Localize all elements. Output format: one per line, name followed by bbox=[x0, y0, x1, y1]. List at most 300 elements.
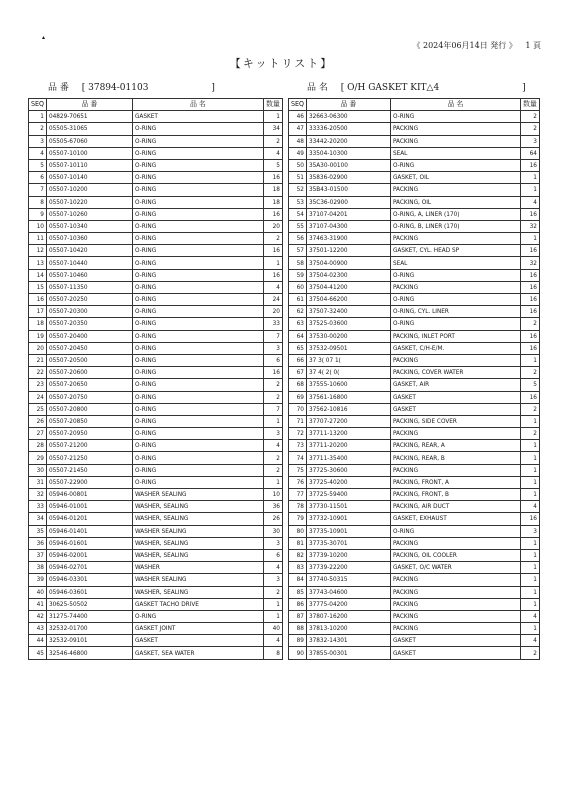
part-number-close: ] bbox=[211, 83, 215, 93]
table-row bbox=[29, 147, 283, 159]
seq-cell: 13 bbox=[29, 257, 47, 269]
name-cell: GASKET, O/C WATER bbox=[390, 562, 520, 574]
name-cell: O-RING bbox=[132, 379, 263, 391]
qty-cell: 16 bbox=[263, 367, 282, 379]
part-no-cell: 05507-20500 bbox=[46, 354, 132, 366]
seq-cell: 12 bbox=[29, 245, 47, 257]
name-cell: O-RING bbox=[132, 610, 263, 622]
table-row bbox=[289, 196, 540, 208]
qty-cell: 1 bbox=[520, 172, 539, 184]
seq-cell: 90 bbox=[289, 647, 307, 659]
part-no-cell: 05507-20850 bbox=[46, 415, 132, 427]
seq-cell: 70 bbox=[289, 403, 307, 415]
qty-cell: 1 bbox=[520, 549, 539, 561]
seq-cell: 9 bbox=[29, 208, 47, 220]
part-no-cell: 05946-02701 bbox=[46, 562, 132, 574]
qty-cell: 4 bbox=[263, 147, 282, 159]
part-no-cell: 37832-14301 bbox=[306, 635, 390, 647]
name-cell: PACKING bbox=[390, 610, 520, 622]
qty-cell: 16 bbox=[520, 513, 539, 525]
qty-cell: 1 bbox=[520, 354, 539, 366]
name-cell: PACKING, REAR, B bbox=[390, 452, 520, 464]
seq-cell: 7 bbox=[29, 184, 47, 196]
part-no-cell: 37707-27200 bbox=[306, 415, 390, 427]
qty-cell: 20 bbox=[263, 306, 282, 318]
name-cell: GASKET TACHO DRIVE bbox=[132, 598, 263, 610]
seq-cell: 46 bbox=[289, 111, 307, 123]
part-no-cell: 33504-10300 bbox=[306, 147, 390, 159]
part-no-cell: 37739-10200 bbox=[306, 549, 390, 561]
seq-cell: 64 bbox=[289, 330, 307, 342]
seq-cell: 18 bbox=[29, 318, 47, 330]
part-no-cell: 05507-20350 bbox=[46, 318, 132, 330]
seq-cell: 3 bbox=[29, 135, 47, 147]
seq-cell: 41 bbox=[29, 598, 47, 610]
issue-date: 《 2024年06月14日 発行 》 bbox=[412, 41, 517, 50]
part-no-header: 品 番 bbox=[306, 99, 390, 111]
seq-cell: 56 bbox=[289, 233, 307, 245]
part-no-cell: 05507-20800 bbox=[46, 403, 132, 415]
qty-cell: 16 bbox=[520, 245, 539, 257]
part-no-cell: 37530-00200 bbox=[306, 330, 390, 342]
seq-cell: 52 bbox=[289, 184, 307, 196]
name-cell: O-RING bbox=[132, 318, 263, 330]
part-no-cell: 05505-31065 bbox=[46, 123, 132, 135]
qty-cell: 1 bbox=[520, 415, 539, 427]
qty-header: 数量 bbox=[520, 99, 539, 111]
qty-cell: 3 bbox=[520, 525, 539, 537]
table-row bbox=[29, 489, 283, 501]
part-no-cell: 05507-10200 bbox=[46, 184, 132, 196]
part-no-cell: 37813-10200 bbox=[306, 623, 390, 635]
name-cell: O-RING bbox=[132, 184, 263, 196]
part-no-cell: 05946-03301 bbox=[46, 574, 132, 586]
seq-cell: 68 bbox=[289, 379, 307, 391]
seq-cell: 58 bbox=[289, 257, 307, 269]
name-cell: PACKING bbox=[390, 574, 520, 586]
part-no-cell: 05946-00801 bbox=[46, 489, 132, 501]
part-no-cell: 05946-02001 bbox=[46, 549, 132, 561]
qty-cell: 2 bbox=[263, 391, 282, 403]
qty-cell: 3 bbox=[263, 574, 282, 586]
name-cell: WASHER bbox=[132, 562, 263, 574]
part-no-cell: 37561-16800 bbox=[306, 391, 390, 403]
name-cell: O-RING bbox=[132, 147, 263, 159]
qty-cell: 30 bbox=[263, 525, 282, 537]
seq-cell: 21 bbox=[29, 354, 47, 366]
seq-cell: 20 bbox=[29, 342, 47, 354]
name-cell: PACKING bbox=[390, 233, 520, 245]
table-row bbox=[29, 294, 283, 306]
seq-cell: 28 bbox=[29, 440, 47, 452]
seq-cell: 35 bbox=[29, 525, 47, 537]
name-cell: PACKING bbox=[390, 428, 520, 440]
seq-cell: 78 bbox=[289, 501, 307, 513]
table-row bbox=[289, 330, 540, 342]
part-no-cell: 32663-06300 bbox=[306, 111, 390, 123]
name-cell: PACKING bbox=[390, 354, 520, 366]
seq-cell: 72 bbox=[289, 428, 307, 440]
table-row bbox=[29, 220, 283, 232]
qty-cell: 4 bbox=[520, 610, 539, 622]
qty-cell: 1 bbox=[520, 489, 539, 501]
corner-mark: ▴ bbox=[42, 34, 46, 41]
part-no-cell: 04829-70651 bbox=[46, 111, 132, 123]
part-no-cell: 37735-30701 bbox=[306, 537, 390, 549]
name-cell: GASKET, CYL. HEAD SP bbox=[390, 245, 520, 257]
name-cell: GASKET bbox=[390, 403, 520, 415]
part-no-cell: 35C36-02900 bbox=[306, 196, 390, 208]
qty-cell: 2 bbox=[263, 586, 282, 598]
seq-cell: 57 bbox=[289, 245, 307, 257]
qty-cell: 2 bbox=[520, 367, 539, 379]
table-row bbox=[289, 586, 540, 598]
table-row bbox=[29, 306, 283, 318]
seq-cell: 89 bbox=[289, 635, 307, 647]
part-no-cell: 37725-40200 bbox=[306, 476, 390, 488]
qty-cell: 64 bbox=[520, 147, 539, 159]
seq-cell: 73 bbox=[289, 440, 307, 452]
table-row bbox=[29, 159, 283, 171]
page-title: 【キットリスト】 bbox=[229, 57, 334, 70]
qty-cell: 3 bbox=[520, 135, 539, 147]
table-row bbox=[289, 354, 540, 366]
seq-cell: 31 bbox=[29, 476, 47, 488]
part-no-cell: 05946-03601 bbox=[46, 586, 132, 598]
part-name-label: 品 名 bbox=[307, 83, 328, 93]
part-no-cell: 05946-01601 bbox=[46, 537, 132, 549]
qty-cell: 4 bbox=[520, 501, 539, 513]
seq-cell: 45 bbox=[29, 647, 47, 659]
part-no-cell: 05507-20450 bbox=[46, 342, 132, 354]
seq-cell: 66 bbox=[289, 354, 307, 366]
part-no-cell: 35B43-01500 bbox=[306, 184, 390, 196]
name-cell: O-RING bbox=[390, 269, 520, 281]
qty-cell: 18 bbox=[263, 184, 282, 196]
qty-cell: 2 bbox=[263, 452, 282, 464]
name-cell: GASKET, OIL bbox=[390, 172, 520, 184]
name-cell: WASHER SEALING bbox=[132, 525, 263, 537]
name-cell: GASKET bbox=[132, 635, 263, 647]
name-cell: O-RING bbox=[132, 196, 263, 208]
table-row bbox=[289, 549, 540, 561]
table-row bbox=[29, 233, 283, 245]
table-row bbox=[289, 306, 540, 318]
qty-cell: 1 bbox=[520, 233, 539, 245]
part-no-cell: 37555-10600 bbox=[306, 379, 390, 391]
table-row bbox=[29, 464, 283, 476]
qty-cell: 1 bbox=[520, 476, 539, 488]
part-no-cell: 37743-04600 bbox=[306, 586, 390, 598]
name-cell: PACKING bbox=[390, 464, 520, 476]
table-row bbox=[29, 647, 283, 659]
qty-cell: 4 bbox=[263, 281, 282, 293]
qty-cell: 3 bbox=[263, 342, 282, 354]
qty-cell: 1 bbox=[520, 440, 539, 452]
part-no-cell: 33442-20200 bbox=[306, 135, 390, 147]
qty-cell: 34 bbox=[263, 123, 282, 135]
seq-header: SEQ bbox=[289, 99, 307, 111]
seq-cell: 74 bbox=[289, 452, 307, 464]
name-cell: WASHER, SEALING bbox=[132, 513, 263, 525]
part-no-cell: 35836-02900 bbox=[306, 172, 390, 184]
seq-header: SEQ bbox=[29, 99, 47, 111]
part-no-cell: 05946-01201 bbox=[46, 513, 132, 525]
qty-cell: 24 bbox=[263, 294, 282, 306]
part-no-cell: 37504-02300 bbox=[306, 269, 390, 281]
table-row bbox=[29, 330, 283, 342]
qty-cell: 2 bbox=[520, 111, 539, 123]
qty-cell: 16 bbox=[520, 391, 539, 403]
part-no-header: 品 番 bbox=[46, 99, 132, 111]
table-row bbox=[29, 281, 283, 293]
qty-cell: 1 bbox=[263, 476, 282, 488]
part-no-cell: 37507-32400 bbox=[306, 306, 390, 318]
seq-cell: 48 bbox=[289, 135, 307, 147]
name-cell: O-RING bbox=[132, 428, 263, 440]
seq-cell: 77 bbox=[289, 489, 307, 501]
qty-cell: 8 bbox=[263, 647, 282, 659]
qty-cell: 3 bbox=[263, 537, 282, 549]
seq-cell: 39 bbox=[29, 574, 47, 586]
name-cell: O-RING bbox=[132, 476, 263, 488]
table-row bbox=[289, 562, 540, 574]
table-row bbox=[29, 428, 283, 440]
name-cell: WASHER SEALING bbox=[132, 574, 263, 586]
name-cell: PACKING, OIL bbox=[390, 196, 520, 208]
qty-cell: 16 bbox=[520, 342, 539, 354]
part-no-cell: 05507-20650 bbox=[46, 379, 132, 391]
table-row bbox=[289, 172, 540, 184]
part-no-cell: 37730-11501 bbox=[306, 501, 390, 513]
qty-cell: 26 bbox=[263, 513, 282, 525]
name-cell: PACKING, REAR, A bbox=[390, 440, 520, 452]
part-no-cell: 05507-10460 bbox=[46, 269, 132, 281]
part-no-cell: 05507-10220 bbox=[46, 196, 132, 208]
part-no-cell: 37775-04200 bbox=[306, 598, 390, 610]
name-cell: PACKING, AIR DUCT bbox=[390, 501, 520, 513]
table-row bbox=[29, 391, 283, 403]
table-row bbox=[29, 196, 283, 208]
qty-header: 数量 bbox=[263, 99, 282, 111]
part-no-cell: 37725-59400 bbox=[306, 489, 390, 501]
table-row bbox=[29, 123, 283, 135]
qty-cell: 16 bbox=[263, 172, 282, 184]
part-no-cell: 33336-20500 bbox=[306, 123, 390, 135]
table-row bbox=[289, 635, 540, 647]
table-row bbox=[29, 452, 283, 464]
name-cell: O-RING bbox=[390, 111, 520, 123]
table-row bbox=[29, 111, 283, 123]
part-no-cell: 05507-10100 bbox=[46, 147, 132, 159]
part-no-cell: 05507-21450 bbox=[46, 464, 132, 476]
table-row bbox=[29, 610, 283, 622]
seq-cell: 76 bbox=[289, 476, 307, 488]
table-row bbox=[289, 269, 540, 281]
table-row bbox=[289, 367, 540, 379]
table-row bbox=[29, 184, 283, 196]
part-no-cell: 05505-67060 bbox=[46, 135, 132, 147]
name-cell: O-RING bbox=[390, 159, 520, 171]
part-number-field bbox=[48, 80, 215, 93]
part-no-cell: 37739-22200 bbox=[306, 562, 390, 574]
name-cell: O-RING bbox=[390, 525, 520, 537]
seq-cell: 29 bbox=[29, 452, 47, 464]
part-number-value: [ 37894-01103 bbox=[81, 83, 149, 93]
part-name-close: ] bbox=[522, 83, 526, 93]
name-cell: PACKING bbox=[390, 184, 520, 196]
seq-cell: 43 bbox=[29, 623, 47, 635]
table-row bbox=[29, 135, 283, 147]
part-no-cell: 37732-10901 bbox=[306, 513, 390, 525]
name-cell: GASKET, SEA WATER bbox=[132, 647, 263, 659]
qty-cell: 16 bbox=[263, 269, 282, 281]
name-header: 品 名 bbox=[132, 99, 263, 111]
name-cell: WASHER, SEALING bbox=[132, 586, 263, 598]
seq-cell: 88 bbox=[289, 623, 307, 635]
qty-cell: 5 bbox=[263, 159, 282, 171]
page-number: 1 頁 bbox=[525, 41, 541, 50]
part-name-field bbox=[307, 80, 526, 93]
table-row bbox=[289, 464, 540, 476]
table-row bbox=[29, 342, 283, 354]
part-no-cell: 31275-74400 bbox=[46, 610, 132, 622]
table-row bbox=[289, 233, 540, 245]
seq-cell: 34 bbox=[29, 513, 47, 525]
part-no-cell: 32546-46800 bbox=[46, 647, 132, 659]
part-no-cell: 37504-41200 bbox=[306, 281, 390, 293]
seq-cell: 69 bbox=[289, 391, 307, 403]
seq-cell: 65 bbox=[289, 342, 307, 354]
name-cell: O-RING bbox=[132, 269, 263, 281]
table-row bbox=[289, 208, 540, 220]
table-row bbox=[29, 440, 283, 452]
part-no-cell: 37501-12200 bbox=[306, 245, 390, 257]
qty-cell: 16 bbox=[263, 208, 282, 220]
name-cell: WASHER, SEALING bbox=[132, 537, 263, 549]
seq-cell: 82 bbox=[289, 549, 307, 561]
table-row bbox=[29, 623, 283, 635]
seq-cell: 19 bbox=[29, 330, 47, 342]
name-cell: GASKET bbox=[390, 635, 520, 647]
name-cell: O-RING bbox=[132, 440, 263, 452]
part-no-cell: 37107-04201 bbox=[306, 208, 390, 220]
name-cell: O-RING bbox=[132, 257, 263, 269]
table-row bbox=[29, 525, 283, 537]
name-cell: PACKING bbox=[390, 123, 520, 135]
table-row bbox=[289, 501, 540, 513]
table-row bbox=[289, 245, 540, 257]
qty-cell: 16 bbox=[520, 159, 539, 171]
name-cell: PACKING, COVER WATER bbox=[390, 367, 520, 379]
seq-cell: 75 bbox=[289, 464, 307, 476]
name-cell: PACKING bbox=[390, 537, 520, 549]
table-row bbox=[289, 159, 540, 171]
seq-cell: 38 bbox=[29, 562, 47, 574]
name-cell: SEAL bbox=[390, 147, 520, 159]
part-no-cell: 05507-10440 bbox=[46, 257, 132, 269]
name-cell: PACKING bbox=[390, 598, 520, 610]
part-no-cell: 37 3( 07 1( bbox=[306, 354, 390, 366]
part-no-cell: 05946-01401 bbox=[46, 525, 132, 537]
table-row bbox=[289, 220, 540, 232]
qty-cell: 1 bbox=[263, 111, 282, 123]
part-no-cell: 37532-09501 bbox=[306, 342, 390, 354]
seq-cell: 25 bbox=[29, 403, 47, 415]
table-body-left bbox=[29, 111, 283, 659]
table-body-right bbox=[289, 111, 540, 659]
qty-cell: 2 bbox=[520, 403, 539, 415]
table-row bbox=[29, 318, 283, 330]
qty-cell: 3 bbox=[263, 428, 282, 440]
qty-cell: 1 bbox=[520, 574, 539, 586]
name-cell: PACKING, OIL COOLER bbox=[390, 549, 520, 561]
part-no-cell: 37525-03600 bbox=[306, 318, 390, 330]
seq-cell: 60 bbox=[289, 281, 307, 293]
table-row bbox=[29, 367, 283, 379]
qty-cell: 1 bbox=[520, 586, 539, 598]
qty-cell: 2 bbox=[263, 464, 282, 476]
name-header: 品 名 bbox=[390, 99, 520, 111]
part-no-cell: 05507-10110 bbox=[46, 159, 132, 171]
seq-cell: 32 bbox=[29, 489, 47, 501]
qty-cell: 1 bbox=[263, 257, 282, 269]
qty-cell: 18 bbox=[263, 196, 282, 208]
qty-cell: 20 bbox=[263, 220, 282, 232]
kit-table-right bbox=[288, 98, 540, 660]
seq-cell: 8 bbox=[29, 196, 47, 208]
name-cell: PACKING, SIDE COVER bbox=[390, 415, 520, 427]
part-no-cell: 37562-10816 bbox=[306, 403, 390, 415]
table-row bbox=[29, 172, 283, 184]
name-cell: O-RING bbox=[132, 208, 263, 220]
seq-cell: 59 bbox=[289, 269, 307, 281]
table-row bbox=[289, 184, 540, 196]
name-cell: O-RING bbox=[132, 415, 263, 427]
part-no-cell: 37504-66200 bbox=[306, 294, 390, 306]
name-cell: GASKET, AIR bbox=[390, 379, 520, 391]
name-cell: PACKING, FRONT, B bbox=[390, 489, 520, 501]
table-row bbox=[289, 489, 540, 501]
part-no-cell: 05507-20250 bbox=[46, 294, 132, 306]
table-row bbox=[289, 379, 540, 391]
name-cell: GASKET bbox=[390, 647, 520, 659]
name-cell: WASHER, SEALING bbox=[132, 549, 263, 561]
name-cell: PACKING bbox=[390, 623, 520, 635]
table-row bbox=[29, 586, 283, 598]
qty-cell: 1 bbox=[263, 610, 282, 622]
name-cell: WASHER SEALING bbox=[132, 489, 263, 501]
table-row bbox=[29, 574, 283, 586]
qty-cell: 16 bbox=[520, 294, 539, 306]
table-row bbox=[29, 379, 283, 391]
seq-cell: 55 bbox=[289, 220, 307, 232]
table-row bbox=[29, 501, 283, 513]
table-row bbox=[289, 574, 540, 586]
name-cell: O-RING, CYL. LINER bbox=[390, 306, 520, 318]
table-row bbox=[29, 549, 283, 561]
seq-cell: 14 bbox=[29, 269, 47, 281]
qty-cell: 1 bbox=[520, 184, 539, 196]
name-cell: O-RING bbox=[132, 367, 263, 379]
qty-cell: 1 bbox=[520, 562, 539, 574]
seq-cell: 22 bbox=[29, 367, 47, 379]
name-cell: GASKET bbox=[132, 111, 263, 123]
part-no-cell: 37711-35400 bbox=[306, 452, 390, 464]
seq-cell: 54 bbox=[289, 208, 307, 220]
name-cell: O-RING bbox=[390, 294, 520, 306]
name-cell: O-RING bbox=[132, 306, 263, 318]
